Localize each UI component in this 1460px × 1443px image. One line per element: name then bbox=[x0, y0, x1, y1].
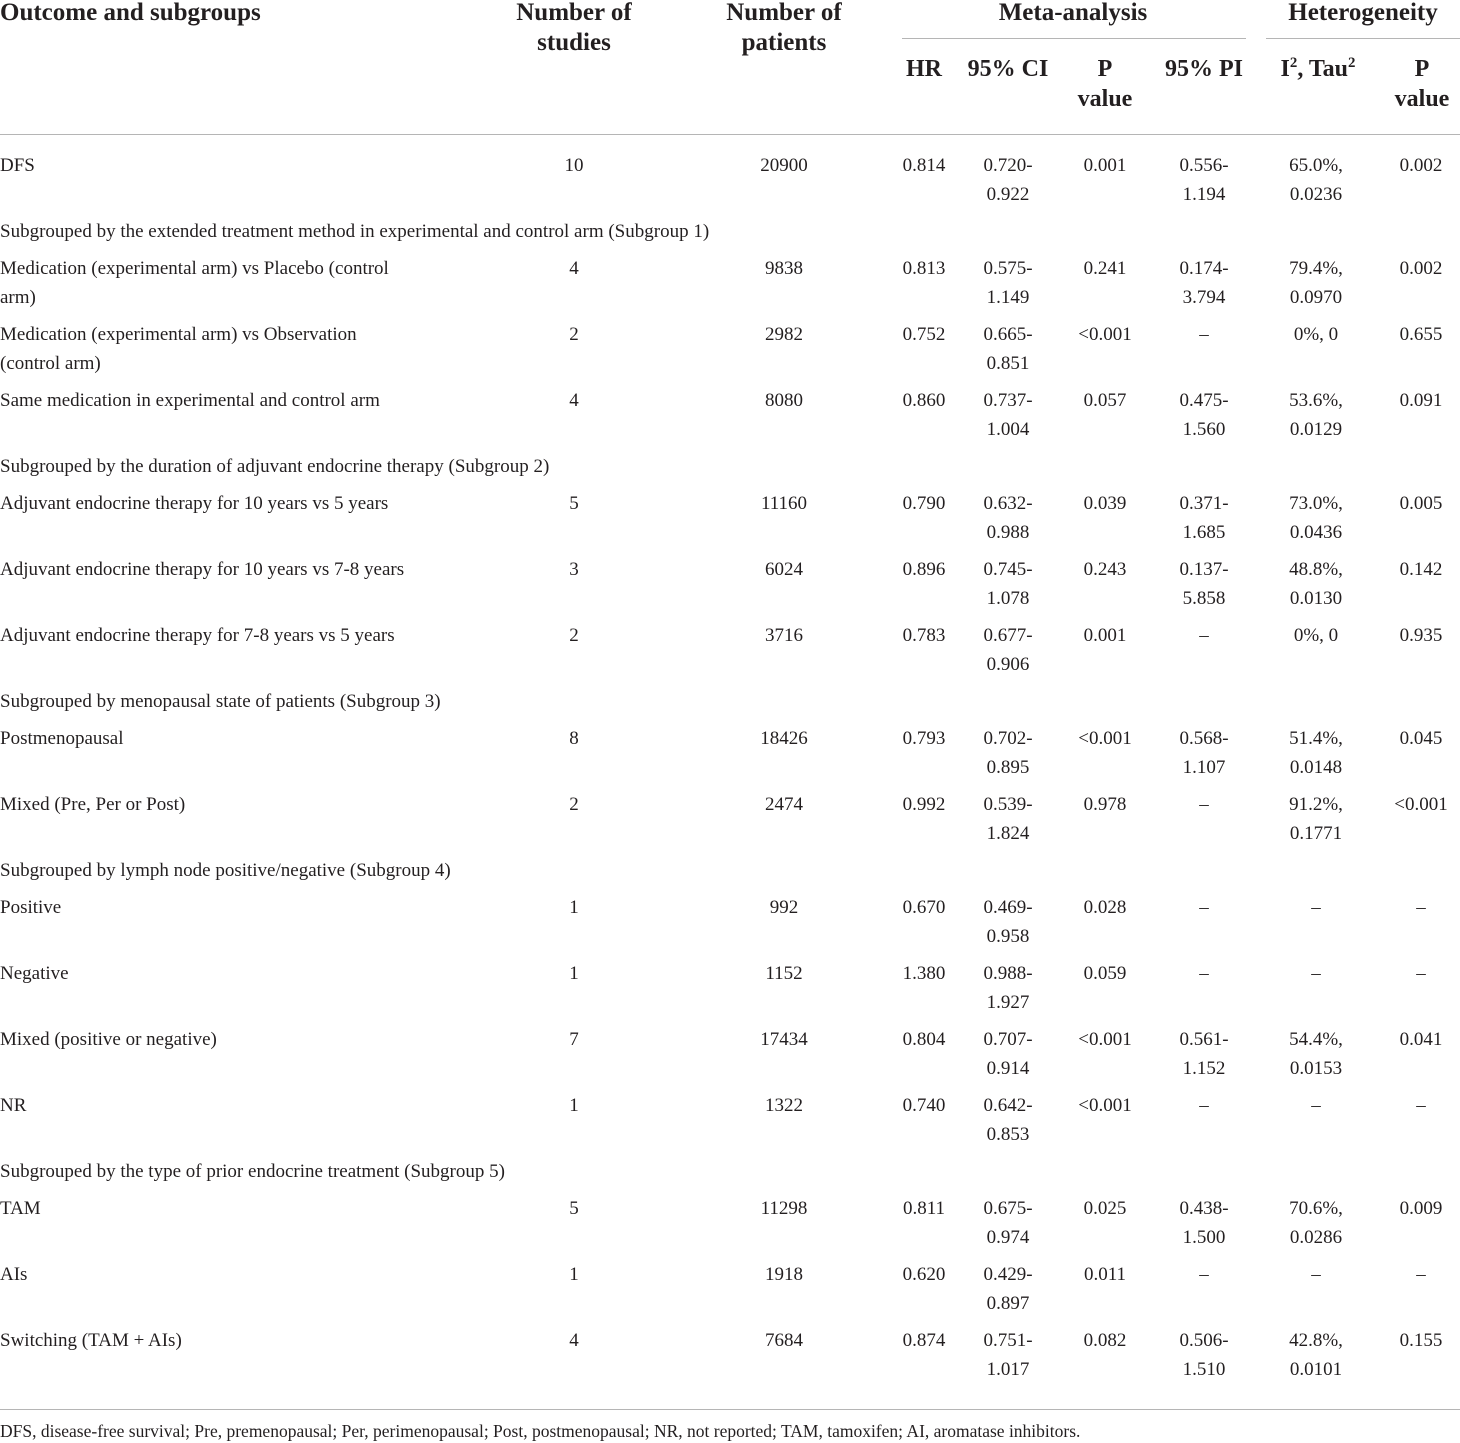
cell-p: 0.082 bbox=[1083, 1330, 1127, 1351]
cell-ci: 0.539- 1.824 bbox=[983, 794, 1033, 844]
table-row bbox=[0, 255, 1460, 321]
cell-ci: 0.745- 1.078 bbox=[983, 559, 1033, 609]
cell-patients: 18426 bbox=[760, 728, 808, 749]
cell-pi: 0.475- 1.560 bbox=[1179, 390, 1229, 440]
cell-pi: – bbox=[1199, 1095, 1209, 1116]
cell-ci: 0.665- 0.851 bbox=[983, 324, 1033, 374]
cell-patients: 2982 bbox=[765, 324, 803, 345]
cell-label: Medication (experimental arm) vs Placebo (control arm) bbox=[0, 258, 389, 308]
cell-pi: 0.506- 1.510 bbox=[1179, 1330, 1229, 1380]
table-row bbox=[0, 387, 1460, 453]
cell-label: Mixed (positive or negative) bbox=[0, 1029, 217, 1050]
cell-het: 0%, 0 bbox=[1293, 625, 1339, 646]
cell-p: <0.001 bbox=[1078, 728, 1132, 749]
cell-p: <0.001 bbox=[1078, 324, 1132, 345]
cell-label: Positive bbox=[0, 897, 62, 918]
cell-pi: – bbox=[1199, 963, 1209, 984]
cell-pi: – bbox=[1199, 897, 1209, 918]
cell-label: TAM bbox=[0, 1198, 41, 1219]
table-body bbox=[0, 152, 1460, 1393]
cell-label: Mixed (Pre, Per or Post) bbox=[0, 794, 186, 815]
heterogeneity-rule bbox=[1266, 38, 1460, 39]
cell-studies: 5 bbox=[569, 1198, 579, 1219]
subgroup-label: Subgrouped by lymph node positive/negative (Subgroup 4) bbox=[0, 860, 451, 881]
header-95-ci: 95% CI bbox=[967, 56, 1049, 82]
cell-label: Same medication in experimental and control arm bbox=[0, 390, 380, 411]
table-row bbox=[0, 1195, 1460, 1261]
cell-patients: 6024 bbox=[765, 559, 803, 580]
cell-hp: 0.041 bbox=[1399, 1029, 1443, 1050]
table-bottom-rule bbox=[0, 1409, 1460, 1410]
cell-pi: 0.371- 1.685 bbox=[1179, 493, 1229, 543]
cell-hp: 0.142 bbox=[1399, 559, 1443, 580]
cell-hr: 0.813 bbox=[902, 258, 946, 279]
cell-hr: 0.811 bbox=[902, 1198, 946, 1219]
header-outcome: Outcome and subgroups bbox=[0, 0, 261, 26]
cell-pi: 0.556- 1.194 bbox=[1179, 155, 1229, 205]
cell-p: 0.243 bbox=[1083, 559, 1127, 580]
cell-studies: 8 bbox=[569, 728, 579, 749]
cell-het: 42.8%, 0.0101 bbox=[1289, 1330, 1343, 1380]
cell-pi: 0.568- 1.107 bbox=[1179, 728, 1229, 778]
cell-patients: 1918 bbox=[765, 1264, 803, 1285]
header-heterogeneity-p-value: P value bbox=[1394, 56, 1450, 112]
cell-hp: <0.001 bbox=[1394, 794, 1448, 815]
header-hr: HR bbox=[906, 56, 942, 82]
cell-p: <0.001 bbox=[1078, 1095, 1132, 1116]
cell-studies: 1 bbox=[569, 1264, 579, 1285]
table-row bbox=[0, 791, 1460, 857]
header-number-of-patients: Number of patients bbox=[726, 0, 842, 56]
header-p-value: P value bbox=[1077, 56, 1133, 112]
table-row bbox=[0, 321, 1460, 387]
cell-p: 0.028 bbox=[1083, 897, 1127, 918]
cell-p: 0.241 bbox=[1083, 258, 1127, 279]
cell-hr: 0.874 bbox=[902, 1330, 946, 1351]
cell-het: – bbox=[1311, 963, 1321, 984]
cell-p: 0.025 bbox=[1083, 1198, 1127, 1219]
cell-patients: 1322 bbox=[765, 1095, 803, 1116]
cell-p: 0.039 bbox=[1083, 493, 1127, 514]
cell-pi: – bbox=[1199, 794, 1209, 815]
cell-studies: 2 bbox=[569, 324, 579, 345]
cell-het: 79.4%, 0.0970 bbox=[1289, 258, 1343, 308]
header-meta-analysis: Meta-analysis bbox=[998, 0, 1148, 26]
cell-het: 70.6%, 0.0286 bbox=[1289, 1198, 1343, 1248]
cell-studies: 4 bbox=[569, 258, 579, 279]
cell-studies: 4 bbox=[569, 1330, 579, 1351]
subgroup-heading-row bbox=[0, 857, 1460, 894]
cell-studies: 1 bbox=[569, 1095, 579, 1116]
table-row bbox=[0, 894, 1460, 960]
table-row bbox=[0, 622, 1460, 688]
cell-ci: 0.632- 0.988 bbox=[983, 493, 1033, 543]
cell-het: 91.2%, 0.1771 bbox=[1289, 794, 1343, 844]
cell-label: Postmenopausal bbox=[0, 728, 124, 749]
cell-pi: 0.137- 5.858 bbox=[1179, 559, 1229, 609]
cell-studies: 7 bbox=[569, 1029, 579, 1050]
cell-label: NR bbox=[0, 1095, 27, 1116]
cell-hr: 0.752 bbox=[902, 324, 946, 345]
cell-label: DFS bbox=[0, 155, 35, 176]
cell-hr: 0.670 bbox=[902, 897, 946, 918]
cell-hp: – bbox=[1416, 963, 1426, 984]
cell-hp: 0.002 bbox=[1399, 155, 1443, 176]
meta-analysis-rule bbox=[902, 38, 1246, 39]
cell-studies: 2 bbox=[569, 625, 579, 646]
cell-studies: 1 bbox=[569, 963, 579, 984]
cell-hp: 0.155 bbox=[1399, 1330, 1443, 1351]
subgroup-heading-row bbox=[0, 218, 1460, 255]
cell-hp: 0.935 bbox=[1399, 625, 1443, 646]
cell-hr: 0.804 bbox=[902, 1029, 946, 1050]
cell-patients: 3716 bbox=[765, 625, 803, 646]
cell-ci: 0.702- 0.895 bbox=[983, 728, 1033, 778]
cell-ci: 0.675- 0.974 bbox=[983, 1198, 1033, 1248]
subgroup-heading-row bbox=[0, 1158, 1460, 1195]
cell-het: 51.4%, 0.0148 bbox=[1289, 728, 1343, 778]
cell-hp: – bbox=[1416, 1264, 1426, 1285]
cell-hp: 0.655 bbox=[1399, 324, 1443, 345]
cell-ci: 0.642- 0.853 bbox=[983, 1095, 1033, 1145]
table-row bbox=[0, 556, 1460, 622]
cell-label: Adjuvant endocrine therapy for 7-8 years vs 5 years bbox=[0, 625, 395, 646]
table-row bbox=[0, 1327, 1460, 1393]
cell-pi: – bbox=[1199, 1264, 1209, 1285]
cell-hr: 0.896 bbox=[902, 559, 946, 580]
cell-label: AIs bbox=[0, 1264, 28, 1285]
header-number-of-studies: Number of studies bbox=[516, 0, 632, 56]
cell-studies: 4 bbox=[569, 390, 579, 411]
cell-hp: 0.005 bbox=[1399, 493, 1443, 514]
cell-ci: 0.429- 0.897 bbox=[983, 1264, 1033, 1314]
cell-ci: 0.707- 0.914 bbox=[983, 1029, 1033, 1079]
cell-studies: 5 bbox=[569, 493, 579, 514]
cell-ci: 0.677- 0.906 bbox=[983, 625, 1033, 675]
table-row bbox=[0, 1092, 1460, 1158]
subgroup-heading-row bbox=[0, 688, 1460, 725]
cell-hr: 0.992 bbox=[902, 794, 946, 815]
cell-label: Switching (TAM + AIs) bbox=[0, 1330, 182, 1351]
cell-het: 0%, 0 bbox=[1293, 324, 1339, 345]
subgroup-label: Subgrouped by menopausal state of patients (Subgroup 3) bbox=[0, 691, 441, 712]
cell-p: 0.978 bbox=[1083, 794, 1127, 815]
cell-patients: 7684 bbox=[765, 1330, 803, 1351]
cell-label: Adjuvant endocrine therapy for 10 years vs 5 years bbox=[0, 493, 389, 514]
cell-patients: 9838 bbox=[765, 258, 803, 279]
cell-hr: 0.790 bbox=[902, 493, 946, 514]
cell-het: – bbox=[1311, 1264, 1321, 1285]
cell-p: <0.001 bbox=[1078, 1029, 1132, 1050]
cell-hp: 0.002 bbox=[1399, 258, 1443, 279]
cell-hr: 0.783 bbox=[902, 625, 946, 646]
cell-patients: 2474 bbox=[765, 794, 803, 815]
cell-patients: 8080 bbox=[765, 390, 803, 411]
cell-hp: 0.009 bbox=[1399, 1198, 1443, 1219]
cell-pi: 0.438- 1.500 bbox=[1179, 1198, 1229, 1248]
cell-patients: 1152 bbox=[765, 963, 803, 984]
cell-ci: 0.720- 0.922 bbox=[983, 155, 1033, 205]
cell-ci: 0.469- 0.958 bbox=[983, 897, 1033, 947]
table-row bbox=[0, 1261, 1460, 1327]
subgroup-label: Subgrouped by the duration of adjuvant endocrine therapy (Subgroup 2) bbox=[0, 456, 550, 477]
subgroup-heading-row bbox=[0, 453, 1460, 490]
cell-p: 0.059 bbox=[1083, 963, 1127, 984]
cell-patients: 17434 bbox=[760, 1029, 808, 1050]
cell-hr: 0.860 bbox=[902, 390, 946, 411]
subgroup-label: Subgrouped by the type of prior endocrine treatment (Subgroup 5) bbox=[0, 1161, 505, 1182]
table-row bbox=[0, 725, 1460, 791]
cell-p: 0.001 bbox=[1083, 625, 1127, 646]
table-row bbox=[0, 960, 1460, 1026]
header-heterogeneity: Heterogeneity bbox=[1288, 0, 1438, 26]
table-footnote: DFS, disease-free survival; Pre, premenopausal; Per, perimenopausal; Post, postmenopausal; NR, not reported; TAM, tamoxifen; AI, aromatase inhibitors. bbox=[0, 1421, 1081, 1441]
cell-hr: 0.620 bbox=[902, 1264, 946, 1285]
header-i2-tau2: $I^2$, Tau$^2$ bbox=[1280, 55, 1356, 82]
cell-het: – bbox=[1311, 1095, 1321, 1116]
cell-pi: – bbox=[1199, 625, 1209, 646]
cell-studies: 1 bbox=[569, 897, 579, 918]
table-row bbox=[0, 1026, 1460, 1092]
cell-het: – bbox=[1311, 897, 1321, 918]
cell-pi: 0.174- 3.794 bbox=[1179, 258, 1229, 308]
cell-hr: 0.814 bbox=[902, 155, 946, 176]
cell-het: 48.8%, 0.0130 bbox=[1289, 559, 1343, 609]
table-row bbox=[0, 152, 1460, 218]
cell-hr: 1.380 bbox=[902, 963, 946, 984]
cell-hp: 0.045 bbox=[1399, 728, 1443, 749]
cell-het: 65.0%, 0.0236 bbox=[1289, 155, 1343, 205]
cell-patients: 20900 bbox=[760, 155, 808, 176]
table-row bbox=[0, 490, 1460, 556]
cell-studies: 10 bbox=[564, 155, 584, 176]
header-bottom-rule bbox=[0, 134, 1460, 135]
cell-label: Negative bbox=[0, 963, 69, 984]
cell-pi: 0.561- 1.152 bbox=[1179, 1029, 1229, 1079]
cell-studies: 3 bbox=[569, 559, 579, 580]
cell-het: 54.4%, 0.0153 bbox=[1289, 1029, 1343, 1079]
cell-patients: 992 bbox=[769, 897, 799, 918]
cell-p: 0.001 bbox=[1083, 155, 1127, 176]
cell-hp: – bbox=[1416, 1095, 1426, 1116]
cell-label: Medication (experimental arm) vs Observation (control arm) bbox=[0, 324, 357, 374]
cell-het: 53.6%, 0.0129 bbox=[1289, 390, 1343, 440]
cell-het: 73.0%, 0.0436 bbox=[1289, 493, 1343, 543]
cell-hr: 0.793 bbox=[902, 728, 946, 749]
cell-ci: 0.988- 1.927 bbox=[983, 963, 1033, 1013]
cell-patients: 11298 bbox=[760, 1198, 808, 1219]
cell-pi: – bbox=[1199, 324, 1209, 345]
cell-hp: – bbox=[1416, 897, 1426, 918]
cell-p: 0.057 bbox=[1083, 390, 1127, 411]
cell-ci: 0.751- 1.017 bbox=[983, 1330, 1033, 1380]
cell-hp: 0.091 bbox=[1399, 390, 1443, 411]
cell-hr: 0.740 bbox=[902, 1095, 946, 1116]
cell-ci: 0.575- 1.149 bbox=[983, 258, 1033, 308]
cell-ci: 0.737- 1.004 bbox=[983, 390, 1033, 440]
header-95-pi: 95% PI bbox=[1165, 56, 1243, 82]
cell-p: 0.011 bbox=[1083, 1264, 1127, 1285]
subgroup-label: Subgrouped by the extended treatment method in experimental and control arm (Subgroup 1) bbox=[0, 221, 710, 242]
cell-studies: 2 bbox=[569, 794, 579, 815]
cell-patients: 11160 bbox=[760, 493, 808, 514]
cell-label: Adjuvant endocrine therapy for 10 years vs 7-8 years bbox=[0, 559, 405, 580]
